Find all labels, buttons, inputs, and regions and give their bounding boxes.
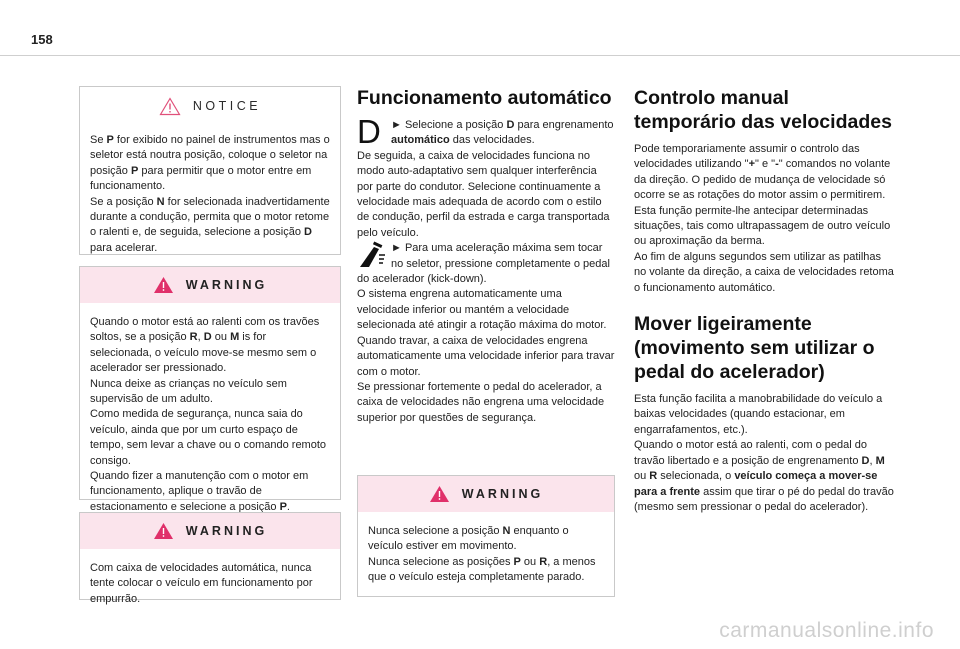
move-paragraph-1: Esta função facilita a manobrabilidade do veículo a baixas velocidades (quando estacionar, em engarrafamentos, etc.). [634, 393, 883, 436]
drop-letter-d: D [357, 113, 381, 150]
warning-3-line [368, 524, 604, 555]
notice-text: for selecionada inadvertidamente durante a condução, permita que o motor retome o ralenti e, de seguida, selecione a posição [90, 195, 330, 239]
move-p2-text: assim que tirar o pé do pedal do travão (mesmo sem pressionar o pedal do acelerador). [634, 485, 894, 513]
manual-p1-text: " e " [755, 158, 776, 171]
notice-box [79, 86, 341, 255]
notice-line [90, 195, 330, 257]
warning-3-bold: N [502, 525, 511, 537]
page-number: 158 [31, 32, 53, 47]
move-p2-bold: D [861, 454, 870, 467]
warning-1-text: Como medida de segurança, nunca saia do veículo, ainda que por um curto espaço de tempo, sem levar a chave ou o comando remoto consigo. [90, 408, 327, 467]
step-select-d-text: ► Selecione a posição [391, 119, 507, 131]
manual-p1-bold: + [748, 158, 756, 171]
warning-box-1 [79, 266, 341, 513]
move-paragraph-2 [634, 438, 896, 515]
warning-header-2 [80, 513, 340, 549]
warning-1-text: , [197, 331, 204, 344]
warning-title-1: WARNING [185, 278, 268, 292]
warning-triangle-icon [153, 276, 174, 294]
step-select-d-text: das velocidades. [449, 134, 535, 147]
step-kickdown [357, 241, 615, 287]
warning-3-text: , a menos que o veículo esteja completamente parado. [368, 555, 596, 584]
warning-1-bold: P [279, 500, 287, 513]
move-p2-text: selecionada, o [657, 470, 735, 483]
accelerator-pedal-icon [357, 241, 391, 271]
notice-triangle-icon [159, 97, 181, 116]
manual-p1-bold: - [775, 158, 779, 171]
warning-header-3 [358, 476, 614, 512]
move-heading: Mover ligeiramente (movimento sem utilizar o pedal do acelerador) [634, 313, 875, 384]
warning-3-line [368, 555, 604, 586]
step-select-d-text: para engrenamento [514, 119, 614, 131]
warning-1-bold: D [203, 331, 212, 344]
warning-1-text: is for selecionada, o veículo move-se mesmo sem o acelerador ser pressionado. [90, 331, 317, 375]
warning-1-line [90, 469, 330, 515]
warning-3-text: Nunca selecione as posições [368, 555, 514, 568]
step-select-d-bold: automático [391, 134, 450, 147]
warning-body-1 [80, 303, 340, 525]
step-kickdown-text: ► Para uma aceleração máxima sem tocar no seletor, pressione completamente o pedal do acelerador (kick-down). [357, 242, 610, 286]
warning-body-2: Com caixa de velocidades automática, nunca tente colocar o veículo em funcionamento por empurrão. [90, 562, 313, 605]
notice-text: para acelerar. [90, 241, 158, 254]
automatic-heading: Funcionamento automático [357, 87, 612, 109]
notice-title: NOTICE [192, 99, 262, 113]
manual-paragraph-1 [634, 142, 896, 204]
move-p2-text: ou [634, 470, 650, 483]
warning-1-text: Quando o motor está ao ralenti com os travões soltos, se a posição [90, 316, 320, 344]
warning-1-line [90, 377, 330, 408]
automatic-paragraph-3: Quando travar, a caixa de velocidades engrena automaticamente uma velocidade inferior para travar com o motor. [357, 334, 615, 378]
warning-3-text: Nunca selecione a posição [368, 525, 503, 537]
site-watermark: carmanualsonline.info [719, 619, 934, 642]
automatic-paragraph-4: Se pressionar fortemente o pedal do acelerador, a caixa de velocidades não engrena uma velocidade superior por questões de segurança. [357, 380, 605, 424]
warning-header-1 [80, 267, 340, 303]
manual-section [634, 86, 896, 515]
warning-box-3 [357, 475, 615, 597]
notice-bold: P [130, 164, 139, 177]
notice-bold: N [156, 195, 165, 208]
warning-triangle-icon [153, 522, 174, 540]
step-select-d [357, 113, 615, 150]
manual-paragraph-3: Ao fim de alguns segundos sem utilizar as patilhas no volante da direção, a caixa de velocidades retoma o funcionamento automático. [634, 250, 894, 294]
automatic-section [357, 86, 615, 426]
step-select-d-text [391, 119, 614, 146]
warning-1-line [90, 315, 330, 377]
move-p2-bold: R [649, 470, 658, 483]
notice-line [90, 133, 330, 195]
warning-1-line [90, 407, 330, 469]
warning-3-text: enquanto o veículo estiver em movimento. [368, 525, 569, 553]
notice-text: for exibido no painel de instrumentos mas o seletor está noutra posição, coloque o seletor na posição [90, 134, 330, 177]
warning-title-2: WARNING [185, 524, 268, 538]
warning-1-bold: R [189, 331, 198, 344]
move-p2-text: Quando o motor está ao ralenti, com o pedal do travão libertado e a posição de engrenamento [634, 439, 867, 467]
warning-triangle-icon [429, 485, 450, 503]
move-p2-text: , [869, 454, 876, 467]
manual-p1-text: " comandos no volante da direção. O pedido de mudança de velocidade só ocorre se as rotações do motor assim o permitirem. [634, 158, 891, 202]
step-select-d-bold: D [506, 119, 515, 131]
warning-3-bold: P [513, 555, 521, 568]
header-divider [0, 55, 960, 56]
warning-1-bold: M [230, 331, 240, 344]
notice-bold: D [304, 226, 312, 239]
warning-3-text: ou [520, 555, 540, 568]
manual-paragraph-2: Esta função permite-lhe antecipar determinadas situações, tais como ultrapassagem de outro veículo ou aproximação da berma. [634, 204, 891, 248]
notice-bold: P [106, 134, 114, 146]
automatic-paragraph-1: De seguida, a caixa de velocidades funciona no modo auto-adaptativo sem qualquer interferência por parte do condutor. Selecione continuamente a velocidade mais adequada de acordo com o estilo de condução, perfil da estrada e carga transportada pelo veículo. [357, 149, 610, 239]
warning-1-text: Quando fizer a manutenção com o motor em funcionamento, aplique o travão de estacionamento e selecione a posição [90, 470, 309, 513]
warning-title-3: WARNING [461, 487, 544, 501]
manual-heading: Controlo manual temporário das velocidades [634, 87, 892, 133]
notice-text: Se a posição [90, 195, 157, 208]
warning-1-text: . [286, 500, 290, 513]
warning-1-text: Nunca deixe as crianças no veículo sem supervisão de um adulto. [90, 377, 287, 406]
manual-p1-text: Pode temporariamente assumir o controlo das velocidades utilizando " [634, 143, 860, 171]
warning-box-2 [79, 512, 341, 605]
move-p2-bold: M [875, 454, 885, 467]
warning-body-3 [358, 512, 614, 596]
warning-3-bold: R [539, 555, 548, 568]
move-p2-bold: veículo começa a mover-se para a frente [634, 470, 878, 498]
warning-1-text: ou [211, 331, 231, 344]
notice-header [80, 91, 340, 121]
notice-body [80, 121, 340, 266]
automatic-paragraph-2: O sistema engrena automaticamente uma velocidade inferior ou mantém a velocidade selecionada até atingir a rotação máxima do motor. [357, 288, 607, 332]
notice-text: para permitir que o motor entre em funcionamento. [90, 164, 312, 193]
notice-text: Se [90, 134, 107, 146]
